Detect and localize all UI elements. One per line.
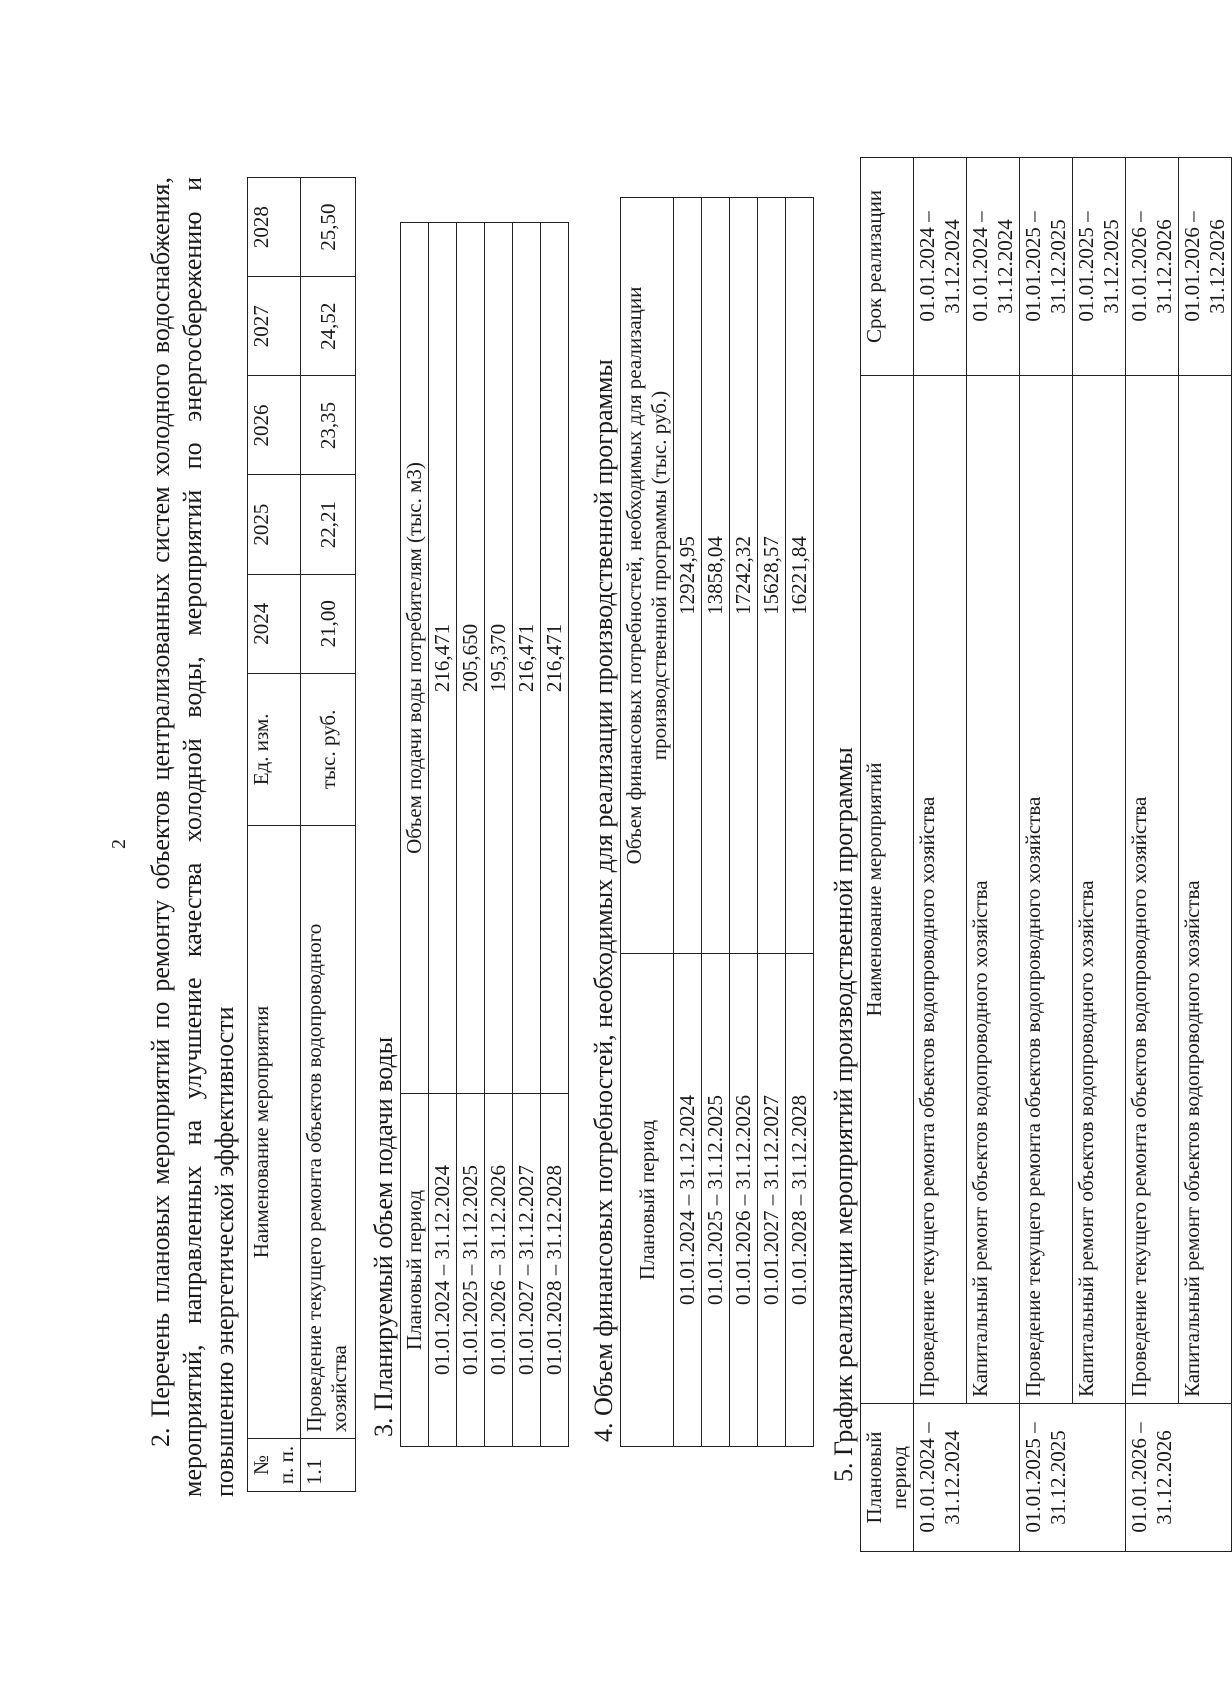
col-header-2026: 2026 <box>248 376 301 475</box>
period-cell: 01.01.2024 – 31.12.2024 <box>914 1404 1020 1552</box>
section-2-title: 2. Перечень плановых мероприятий по ремонту объектов централизованных систем холодного водоснабжения, мероприятий, направленных на улучшение качества холодной воды, мероприятий по энергосбережению и повышению энергетической эффективности <box>146 177 239 1497</box>
table-row <box>1126 158 1179 1552</box>
row-unit: тыс. руб. <box>301 673 356 825</box>
table-row <box>758 198 786 1447</box>
measure-cell: Капитальный ремонт объектов водопроводного хозяйства <box>967 376 1020 1404</box>
period-cell: 01.01.2025 – 31.12.2025 <box>702 954 730 1447</box>
period-cell: 01.01.2026 – 31.12.2026 <box>730 954 758 1447</box>
table-row <box>730 198 758 1447</box>
table-row <box>541 223 569 1447</box>
section-5-title: 5. График реализации мероприятий производственной программы <box>829 747 858 1482</box>
amount-cell: 13858,04 <box>702 198 730 954</box>
amount-cell: 17242,32 <box>730 198 758 954</box>
financial-needs-table <box>620 197 814 1447</box>
period-cell: 01.01.2026 – 31.12.2026 <box>485 1094 513 1447</box>
value-2025: 22,21 <box>301 475 356 574</box>
term-cell: 01.01.2024 – 31.12.2024 <box>914 158 967 376</box>
col-header-name: Наименование мероприятия <box>248 826 301 1439</box>
volume-cell: 195,370 <box>485 223 513 1094</box>
table-row <box>1073 158 1126 1552</box>
section-3-title: 3. Планируемый объем подачи воды <box>369 1036 398 1437</box>
measure-cell: Проведение текущего ремонта объектов водопроводного хозяйства <box>1020 376 1073 1404</box>
table-header-row <box>401 223 429 1447</box>
volume-cell: 216,471 <box>541 223 569 1094</box>
table-header-row <box>248 178 301 1492</box>
table-row <box>702 198 730 1447</box>
period-cell: 01.01.2027 – 31.12.2027 <box>758 954 786 1447</box>
col-header-term: Срок реализации <box>861 158 914 376</box>
table-row <box>674 198 702 1447</box>
col-header-unit: Ед. изм. <box>248 673 301 825</box>
measures-table <box>247 177 356 1492</box>
col-header-period: Плановый период <box>861 1404 914 1552</box>
volume-cell: 205,650 <box>457 223 485 1094</box>
page-number: 2 <box>108 839 130 849</box>
schedule-table <box>860 157 1232 1552</box>
term-cell: 01.01.2025 – 31.12.2025 <box>1020 158 1073 376</box>
measure-cell: Проведение текущего ремонта объектов водопроводного хозяйства <box>1126 376 1179 1404</box>
period-cell: 01.01.2028 – 31.12.2028 <box>541 1094 569 1447</box>
table-header-row <box>621 198 674 1447</box>
table-row <box>301 178 356 1492</box>
table-row <box>1020 158 1073 1552</box>
term-cell: 01.01.2025 – 31.12.2025 <box>1073 158 1126 376</box>
measure-cell: Капитальный ремонт объектов водопроводного хозяйства <box>1179 376 1232 1404</box>
amount-cell: 15628,57 <box>758 198 786 954</box>
volume-cell: 216,471 <box>429 223 457 1094</box>
value-2024: 21,00 <box>301 574 356 673</box>
value-2026: 23,35 <box>301 376 356 475</box>
measure-cell: Капитальный ремонт объектов водопроводного хозяйства <box>1073 376 1126 1404</box>
table-row <box>485 223 513 1447</box>
col-header-measures: Наименование мероприятий <box>861 376 914 1404</box>
period-cell: 01.01.2024 – 31.12.2024 <box>674 954 702 1447</box>
value-2028: 25,50 <box>301 178 356 277</box>
amount-cell: 16221,84 <box>786 198 814 954</box>
col-header-volume: Объем подачи воды потребителям (тыс. м3) <box>401 223 429 1094</box>
row-name: Проведение текущего ремонта объектов водопроводного хозяйства <box>301 826 356 1439</box>
period-cell: 01.01.2025 – 31.12.2025 <box>1020 1404 1126 1552</box>
measure-cell: Проведение текущего ремонта объектов водопроводного хозяйства <box>914 376 967 1404</box>
table-row <box>429 223 457 1447</box>
table-row <box>967 158 1020 1552</box>
term-cell: 01.01.2026 – 31.12.2026 <box>1126 158 1179 376</box>
water-supply-table <box>400 222 569 1447</box>
col-header-2025: 2025 <box>248 475 301 574</box>
period-cell: 01.01.2025 – 31.12.2025 <box>457 1094 485 1447</box>
amount-cell: 12924,95 <box>674 198 702 954</box>
period-cell: 01.01.2027 – 31.12.2027 <box>513 1094 541 1447</box>
table-row <box>513 223 541 1447</box>
col-header-2024: 2024 <box>248 574 301 673</box>
table-row <box>914 158 967 1552</box>
col-header-number: № п. п. <box>248 1439 301 1492</box>
col-header-financial: Объем финансовых потребностей, необходимых для реализации производственной программы (тыс. руб.) <box>621 198 674 954</box>
section-4-title: 4. Объем финансовых потребностей, необходимых для реализации производственной программы <box>589 359 618 1442</box>
term-cell: 01.01.2026 – 31.12.2026 <box>1179 158 1232 376</box>
col-header-period: Плановый период <box>401 1094 429 1447</box>
period-cell: 01.01.2026 – 31.12.2026 <box>1126 1404 1232 1552</box>
volume-cell: 216,471 <box>513 223 541 1094</box>
table-row <box>457 223 485 1447</box>
row-number: 1.1 <box>301 1439 356 1492</box>
period-cell: 01.01.2028 – 31.12.2028 <box>786 954 814 1447</box>
table-header-row <box>861 158 914 1552</box>
table-row <box>1179 158 1232 1552</box>
table-row <box>786 198 814 1447</box>
col-header-2028: 2028 <box>248 178 301 277</box>
period-cell: 01.01.2024 – 31.12.2024 <box>429 1094 457 1447</box>
value-2027: 24,52 <box>301 277 356 376</box>
term-cell: 01.01.2024 – 31.12.2024 <box>967 158 1020 376</box>
col-header-2027: 2027 <box>248 277 301 376</box>
col-header-period: Плановый период <box>621 954 674 1447</box>
